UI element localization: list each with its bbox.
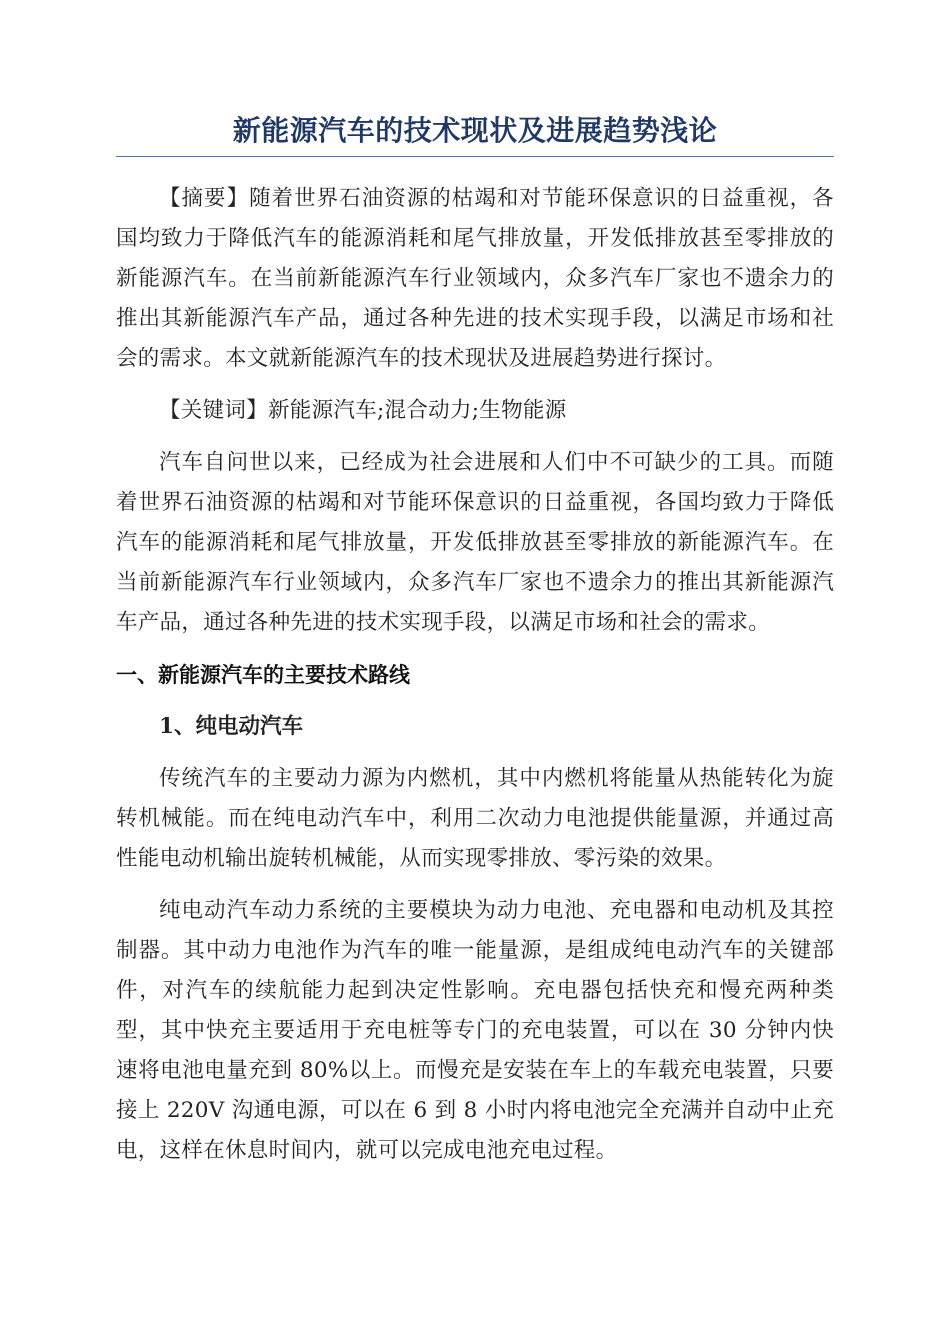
intro-paragraph: 汽车自问世以来，已经成为社会进展和人们中不可缺少的工具。而随着世界石油资源的枯竭和对节能环保意识的日益重视，各国均致力于降低汽车的能源消耗和尾气排放量，开发低排放甚至零排放的新能源汽车。在当前新能源汽车行业领域内，众多汽车厂家也不遗余力的推出其新能源汽车产品，通过各种先进的技术实现手段，以满足市场和社会的需求。 <box>116 450 834 635</box>
document-page <box>116 108 834 1171</box>
document-title: 新能源汽车的技术现状及进展趋势浅论 <box>116 108 834 157</box>
subsection-heading: 1、纯电动汽车 <box>159 714 303 739</box>
abstract-paragraph: 【摘要】随着世界石油资源的枯竭和对节能环保意识的日益重视，各国均致力于降低汽车的能源消耗和尾气排放量，开发低排放甚至零排放的新能源汽车。在当前新能源汽车行业领域内，众多汽车厂家也不遗余力的推出其新能源汽车产品，通过各种先进的技术实现手段，以满足市场和社会的需求。本文就新能源汽车的技术现状及进展趋势进行探讨。 <box>116 186 834 371</box>
body-paragraph: 传统汽车的主要动力源为内燃机，其中内燃机将能量从热能转化为旋转机械能。而在纯电动汽车中，利用二次动力电池提供能量源，并通过高性能电动机输出旋转机械能，从而实现零排放、零污染的效果。 <box>116 766 834 871</box>
section-heading: 一、新能源汽车的主要技术路线 <box>116 663 410 687</box>
keywords-paragraph: 【关键词】新能源汽车;混合动力;生物能源 <box>159 398 567 423</box>
body-paragraph: 纯电动汽车动力系统的主要模块为动力电池、充电器和电动机及其控制器。其中动力电池作为汽车的唯一能量源，是组成纯电动汽车的关键部件，对汽车的续航能力起到决定性影响。充电器包括快充和慢充两种类型，其中快充主要适用于充电桩等专门的充电装置，可以在 30 分钟内快速将电池电量充到 80%以上。而慢充是安装在车上的车载充电装置，只要接上 220V 沟通电源，可以在 6 到 8 小时内将电池完全充满并自动中止充电，这样在休息时间内，就可以完成电池充电过程。 <box>116 898 834 1163</box>
